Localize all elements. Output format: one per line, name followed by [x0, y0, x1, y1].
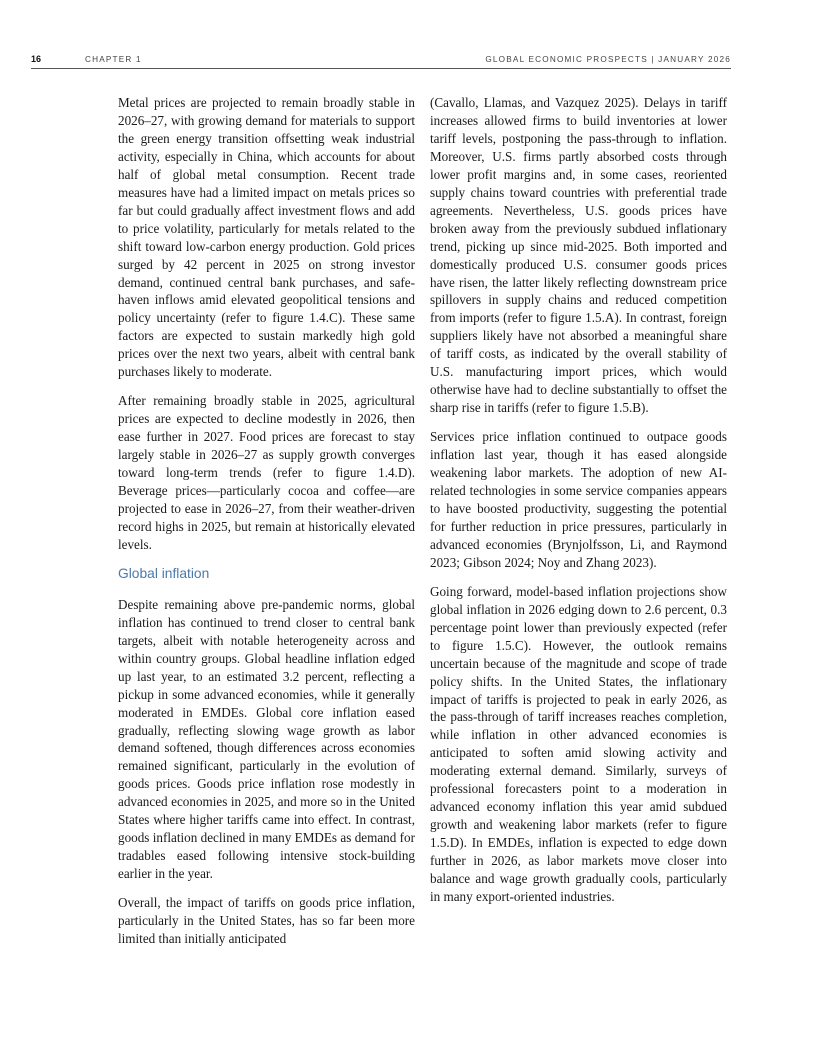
page-header [31, 52, 731, 69]
paragraph-tariff-passthrough: (Cavallo, Llamas, and Vazquez 2025). Delays in tariff increases allowed firms to build inventories at lower tariff levels, postponing the pass-through to inflation. Moreover, U.S. firms partly absorbed costs through lower profit margins and, in some cases, reoriented supply chains toward countries with preferential trade agreements. Nevertheless, U.S. goods prices have broken away from the previously subdued inflationary trend, picking up since mid-2025. Both imported and domestically produced U.S. consumer goods prices have risen, the latter likely reflecting downstream price spillovers in supply chains and reduced competition from imports (refer to figure 1.5.A). In contrast, foreign suppliers likely have not absorbed a meaningful share of tariff costs, as indicated by the overall stability of U.S. manufacturing import prices, which would otherwise have had to decline substantially to offset the sharp rise in tariffs (refer to figure 1.5.B). [430, 95, 727, 416]
chapter-label: CHAPTER 1 [85, 55, 142, 64]
paragraph-agricultural-prices: After remaining broadly stable in 2025, agricultural prices are expected to decline modestly in 2026, then ease further in 2027. Food prices are forecast to stay largely stable in 2026–27 as supply growth converges toward long-term trends (refer to figure 1.4.D). Beverage prices—particularly cocoa and coffee—are projected to ease in 2026–27, from their weather-driven record highs in 2025, but remain at historically elevated levels. [118, 393, 415, 552]
paragraph-metal-prices: Metal prices are projected to remain broadly stable in 2026–27, with growing demand for materials to support the green energy transition offsetting weak industrial activity, especially in China, which accounts for about half of global metal consumption. Recent trade measures have had a limited impact on metals prices so far but could gradually affect investment flows and add to price volatility, particularly for metals related to the shift toward low-carbon energy production. Gold prices surged by 42 percent in 2025 on strong investor demand, continued central bank purchases, and safe-haven inflows amid elevated geopolitical tensions and policy uncertainty (refer to figure 1.4.C). These same factors are expected to sustain markedly high gold prices over the next two years, albeit with central bank purchases likely to moderate. [118, 95, 415, 380]
paragraph-tariff-impact: Overall, the impact of tariffs on goods price inflation, particularly in the United States, has so far been more limited than initially anticipated [118, 895, 415, 946]
section-heading-global-inflation: Global inflation [118, 565, 210, 581]
left-column [118, 94, 415, 959]
paragraph-services-inflation: Services price inflation continued to outpace goods inflation last year, though it has eased alongside weakening labor markets. The adoption of new AI-related technologies in some service companies appears to have boosted productivity, suggesting the potential for further reduction in price pressures, particularly in advanced economies (Brynjolfsson, Li, and Raymond 2023; Gibson 2024; Noy and Zhang 2023). [430, 429, 727, 570]
running-title: GLOBAL ECONOMIC PROSPECTS | JANUARY 2026 [485, 55, 731, 64]
paragraph-global-inflation: Despite remaining above pre-pandemic norms, global inflation has continued to trend closer to central bank targets, albeit with notable heterogeneity across and within country groups. Global headline inflation edged up last year, to an estimated 3.2 percent, reflecting a pickup in some advanced economies, while it generally moderated in EMDEs. Global core inflation eased gradually, reflecting slowing wage growth as labor demand softened, though differences across economies remained significant, particularly in the evolution of goods prices. Goods price inflation rose modestly in advanced economies in 2025, and more so in the United States where higher tariffs came into effect. In contrast, goods inflation declined in many EMDEs as demand for tradables eased following intensive stock-building earlier in the year. [118, 596, 415, 882]
page-number: 16 [31, 54, 42, 64]
right-column [430, 94, 727, 917]
paragraph-inflation-outlook: Going forward, model-based inflation projections show global inflation in 2026 edging down to 2.6 percent, 0.3 percentage point lower than previously expected (refer to figure 1.5.C). However, the outlook remains uncertain because of the magnitude and scope of trade policy shifts. In the United States, the inflationary impact of tariffs is projected to peak in early 2026, as the pass-through of tariff increases reaches completion, while inflation in other advanced economies is anticipated to soften amid slowing activity and moderating external demand. Similarly, surveys of professional forecasters point to a moderation in advanced economy inflation this year amid subdued growth and weakening labor markets (refer to figure 1.5.D). In EMDEs, inflation is expected to edge down further in 2026, as labor markets move closer into balance and wage growth gradually cools, particularly in many export-oriented industries. [430, 583, 727, 904]
